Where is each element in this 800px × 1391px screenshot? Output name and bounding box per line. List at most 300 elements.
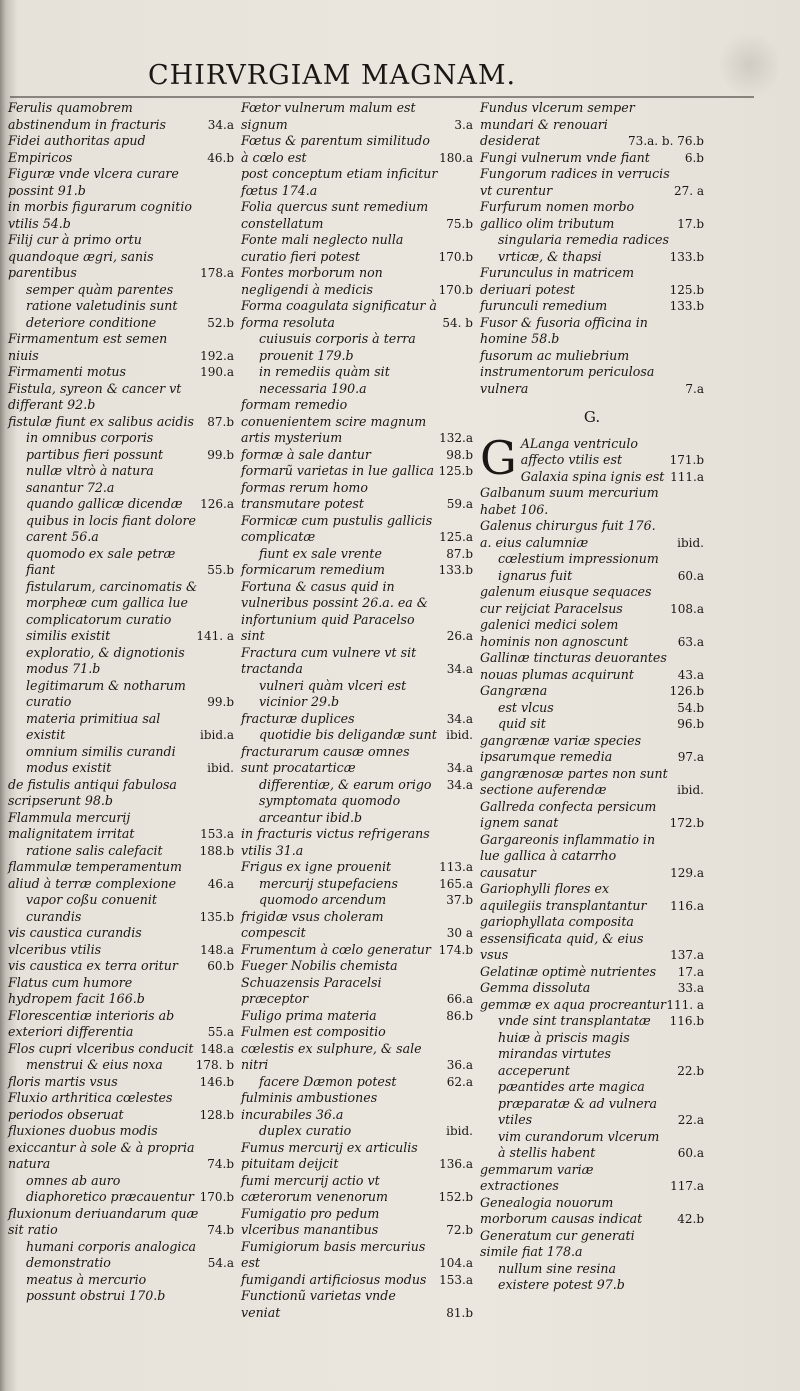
index-entry-text: furunculi remedium	[480, 298, 608, 313]
page-reference: 37.b	[446, 893, 473, 907]
page-reference: 17.b	[677, 216, 704, 231]
index-entry	[241, 397, 473, 447]
index-entry	[241, 892, 473, 909]
index-entry-text: vis caustica ex terra oritur	[8, 958, 178, 973]
index-entry	[8, 1057, 234, 1074]
page-reference: 73.a. b. 76.b	[628, 134, 704, 148]
page-reference: 146.b	[199, 1074, 234, 1089]
page-reference: 128.b	[199, 1107, 234, 1122]
index-entry-text: fracturæ duplices	[241, 710, 355, 726]
index-entry	[480, 1030, 704, 1080]
index-entry-rest: ALanga ventriculo affecto vtilis est	[520, 435, 638, 467]
index-entry	[480, 914, 704, 964]
index-entry	[241, 859, 473, 876]
index-entry	[480, 315, 704, 348]
index-entry	[8, 463, 234, 496]
page-reference: 34.a	[446, 711, 473, 726]
page-reference: 66.a	[446, 992, 473, 1006]
index-entry-text: humani corporis analogica demonstratio	[26, 1238, 197, 1270]
index-entry-text: formam remedio conuenientem scire magnum artis mysterium	[241, 397, 427, 445]
index-entry	[480, 469, 704, 486]
index-entry	[8, 381, 234, 414]
index-entry-text: duplex curatio	[259, 1123, 352, 1138]
index-entry	[241, 1206, 473, 1239]
index-entry-text: gangrænosæ partes non sunt sectione auferendæ	[480, 765, 668, 797]
index-entry-text: quid sit	[498, 716, 546, 731]
index-entry-text: gemmæ ex aqua procreantur	[480, 996, 666, 1012]
page-reference: 190.a	[200, 365, 234, 379]
index-entry-text: ratione salis calefacit	[26, 842, 163, 858]
index-entry-text: pæantides arte magica præparatæ & ad vulnera vtiles	[498, 1079, 658, 1127]
index-entry-text: Fœtor vulnerum malum est signum	[241, 100, 416, 132]
page-reference: 87.b	[446, 546, 473, 561]
index-entry-text: formicarum remedium	[241, 562, 385, 577]
index-entry-text: fluxiones duobus modis exiccantur à sole & à propria natura	[8, 1123, 195, 1171]
drop-capital: G	[480, 430, 517, 485]
index-entry	[241, 958, 473, 1008]
index-entry-text: Fractura cum vulnere vt sit tractanda	[241, 644, 417, 676]
page-reference: 54.b	[677, 700, 704, 715]
index-entry-text: Fueger Nobilis chemista Schuazensis Paracelsi præceptor	[241, 958, 398, 1006]
index-entry-text: Functionũ varietas vnde veniat	[241, 1288, 396, 1320]
index-entry-text: gariophyllata composita essensificata quid, & eius vsus	[480, 914, 644, 962]
page-reference: 171.b	[669, 453, 704, 467]
index-entry	[480, 199, 704, 232]
page-reference: 36.a	[446, 1058, 473, 1072]
page-reference: 81.b	[446, 1305, 473, 1320]
index-entry	[480, 617, 704, 650]
index-entry	[241, 546, 473, 563]
index-entry	[480, 100, 704, 150]
index-entry-text: Frumentum à cœlo generatur	[241, 941, 431, 957]
page-reference: 22.b	[677, 1063, 704, 1078]
index-entry	[480, 265, 704, 298]
page-reference: 104.a	[439, 1256, 473, 1270]
index-entry-text: fiunt ex sale vrente	[259, 545, 382, 561]
index-entry-text: Figuræ vnde vlcera curare possint 91.b	[8, 166, 179, 198]
index-entry-text: formarũ varietas in lue gallica	[241, 463, 434, 478]
page-reference: 129.a	[670, 865, 704, 880]
index-column-3-top	[480, 100, 704, 397]
index-entry-text: est vlcus	[498, 699, 554, 715]
page-reference: 117.a	[670, 1179, 704, 1193]
index-entry-text: Gallinæ tincturas deuorantes nouas plumas acquirunt	[480, 650, 667, 682]
index-entry	[480, 650, 704, 683]
index-entry-text: Fluxio arthritica cœlestes periodos obseruat	[8, 1090, 173, 1122]
page-reference: 135.b	[199, 909, 234, 924]
page-reference: 125.b	[669, 282, 704, 297]
page-reference: 26.a	[446, 629, 473, 643]
page-reference: 172.b	[669, 816, 704, 830]
page-reference: 17.a	[677, 964, 704, 979]
index-entry-text: Frigus ex igne prouenit	[241, 859, 392, 874]
index-entry	[241, 1008, 473, 1025]
page-reference: 99.b	[207, 695, 234, 709]
index-entry-text: formæ à sale dantur	[241, 446, 371, 462]
page-reference: 174.b	[438, 942, 473, 957]
page-reference: 6.b	[684, 150, 704, 165]
index-entry-text: Gemma dissoluta	[480, 980, 591, 995]
index-entry	[241, 364, 473, 397]
page-reference: 148.a	[200, 1041, 234, 1056]
index-entry	[480, 1013, 704, 1030]
index-entry-text: quomodo ex sale petræ fiant	[26, 545, 176, 577]
page-reference: 97.a	[677, 750, 704, 764]
index-entry	[8, 645, 234, 678]
index-entry-text: Fumigiorum basis mercurius est	[241, 1238, 426, 1270]
index-entry	[241, 1024, 473, 1074]
index-entry	[8, 1206, 234, 1239]
page-reference: 125.a	[439, 530, 473, 544]
page-reference: 108.a	[670, 601, 704, 616]
index-entry	[480, 232, 704, 265]
index-entry-text: exploratio, & dignotionis modus 71.b	[26, 644, 185, 676]
index-entry-text: fluxionum deriuandarum quæ sit ratio	[8, 1205, 199, 1237]
index-entry-text: de fistulis antiqui fabulosa scripserunt 98.b	[8, 776, 177, 808]
index-entry	[480, 799, 704, 832]
index-entry	[480, 348, 704, 398]
index-entry	[241, 100, 473, 133]
index-entry-text: fistulæ fiunt ex salibus acidis	[8, 413, 194, 429]
index-entry	[8, 232, 234, 282]
index-entry-text: Fumigatio pro pedum vlceribus manantibus	[241, 1205, 380, 1237]
index-entry	[480, 980, 704, 997]
page-reference: ibid.	[677, 783, 704, 797]
index-entry	[8, 975, 234, 1008]
page-reference: 60.b	[207, 959, 234, 973]
page-reference: ibid.	[207, 761, 234, 775]
index-entry-text: Genealogia nouorum morborum causas indicat	[480, 1194, 643, 1226]
index-entry-text: semper quàm parentes ratione valetudinis sunt deteriore conditione	[26, 281, 178, 330]
index-entry-text: in remediis quàm sit necessaria 190.a	[259, 364, 390, 396]
page-reference: 113.a	[439, 860, 473, 874]
index-entry-text: Fœtus & parentum similitudo à cœlo est	[241, 133, 430, 165]
index-entry	[241, 909, 473, 942]
index-entry	[241, 199, 473, 232]
index-entry-text: vapor coßu conuenit curandis	[26, 892, 157, 924]
index-entry-text: Firmamentum est semen niuis	[8, 331, 168, 363]
index-entry	[8, 166, 234, 199]
index-entry-text: differentiæ, & earum origo	[259, 776, 432, 792]
page-header: CHIRVRGIAM MAGNAM.	[148, 60, 517, 91]
page-reference: 27. a	[673, 183, 704, 198]
index-entry-text: vulneri quàm vlceri est vicinior 29.b	[259, 677, 407, 709]
index-entry-text: post conceptum etiam inficitur fœtus 174.a	[241, 166, 438, 198]
index-entry-text: Firmamenti motus	[8, 364, 126, 379]
page-reference: 62.a	[446, 1074, 473, 1089]
paper-stain	[720, 30, 780, 100]
page-reference: 132.a	[439, 431, 473, 445]
index-entry	[480, 1195, 704, 1228]
index-entry	[8, 1272, 234, 1305]
index-entry	[241, 793, 473, 826]
page-reference: 59.a	[446, 497, 473, 511]
index-entry-text: cuiusuis corporis à terra prouenit 179.b	[259, 331, 416, 363]
index-entry	[480, 1162, 704, 1195]
index-entry	[8, 282, 234, 332]
page-reference: 60.a	[677, 1146, 704, 1160]
index-entry	[241, 1239, 473, 1272]
page-reference: 125.b	[438, 464, 473, 478]
page-reference: 126.b	[669, 684, 704, 698]
index-entry	[241, 579, 473, 645]
section-letter-g: G.	[583, 408, 601, 426]
index-entry-text: Folia quercus sunt remedium constellatum	[241, 199, 429, 231]
index-entry	[241, 1272, 473, 1289]
index-entry	[480, 1129, 704, 1162]
index-entry	[241, 133, 473, 166]
index-entry-text: Filij cur à primo ortu quandoque ægri, sanis parentibus	[8, 232, 154, 280]
index-entry-text: quando gallicæ dicendæ	[26, 496, 183, 511]
index-entry-text: Fuligo prima materia	[241, 1007, 377, 1023]
index-entry	[480, 518, 704, 551]
index-entry-text: fistularum, carcinomatis & morpheæ cum gallica lue complicatorum curatio similis existit	[26, 578, 198, 643]
index-entry	[480, 166, 704, 199]
index-entry-text: vim curandorum vlcerum à stellis habent	[498, 1128, 660, 1160]
index-entry	[8, 843, 234, 860]
page-reference: 170.b	[438, 249, 473, 264]
index-entry-text: huiæ à priscis magis mirandas virtutes acceperunt	[498, 1029, 630, 1078]
page-reference: 153.a	[439, 1272, 473, 1287]
index-entry	[241, 876, 473, 893]
index-entry	[241, 744, 473, 777]
index-entry	[8, 744, 234, 777]
page-reference: ibid.	[446, 1124, 473, 1138]
page-reference: 111. a	[666, 997, 704, 1012]
index-entry-text: Fonte mali neglecto nulla curatio fieri potest	[241, 232, 404, 264]
index-entry	[241, 678, 473, 711]
page-reference: 137.a	[670, 948, 704, 962]
index-entry	[480, 766, 704, 799]
page-reference: 34.a	[207, 117, 234, 132]
page-reference: 178.a	[200, 266, 234, 280]
index-entry-text: Flos cupri vlceribus conducit	[8, 1040, 194, 1056]
page-reference: 75.b	[446, 216, 473, 231]
index-entry	[480, 997, 704, 1014]
index-entry	[241, 1090, 473, 1123]
index-entry	[241, 1288, 473, 1321]
index-entry	[480, 964, 704, 981]
page-reference: 126.a	[200, 497, 234, 511]
index-entry-text: Fulmen est compositio cœlestis ex sulphure, & sale nitri	[241, 1024, 422, 1072]
index-entry	[241, 480, 473, 513]
page-reference: 96.b	[677, 717, 704, 731]
index-entry	[480, 150, 704, 167]
index-entry-text: Fortuna & casus quid in vulneribus possint 26.a. ea & infortunium quid Paracelso sint	[241, 578, 428, 643]
index-entry-text: Forma coagulata significatur à forma resoluta	[241, 298, 437, 330]
index-entry-text: fumigandi artificiosus modus	[241, 1271, 427, 1287]
index-entry-text: Florescentiæ interioris ab exteriori differentia	[8, 1007, 175, 1039]
page-reference: 42.b	[677, 1212, 704, 1226]
index-entry-text: Fusor & fusoria officina in homine 58.b	[480, 314, 648, 346]
page-reference: ibid.a	[199, 728, 234, 742]
index-entry-text: formas rerum homo transmutare potest	[241, 479, 368, 511]
index-entry-text: fulminis ambustiones incurabiles 36.a	[241, 1090, 378, 1122]
index-entry	[8, 199, 234, 232]
index-entry-text: symptomata quomodo arceantur ibid.b	[259, 793, 401, 825]
index-entry	[480, 584, 704, 617]
index-entry-text: Fungorum radices in verrucis vt curentur	[480, 166, 670, 198]
page-reference: 34.a	[446, 761, 473, 775]
index-entry	[8, 711, 234, 744]
index-entry	[8, 331, 234, 364]
page-reference: 152.b	[438, 1190, 473, 1204]
index-entry-text: Flatus cum humore hydropem facit 166.b	[8, 974, 145, 1006]
page-reference: 22.a	[677, 1113, 704, 1127]
page-reference: 133.b	[669, 249, 704, 264]
index-entry-text: legitimarum & notharum curatio	[26, 677, 186, 709]
index-entry-text: cœlestium impressionum ignarus fuit	[498, 551, 659, 583]
index-entry-text: galenum eiusque sequaces cur reijciat Paracelsus	[480, 584, 652, 616]
page-reference: 7.a	[685, 381, 704, 396]
index-entry-text: Gargareonis inflammatio in lue gallica à catarrho causatur	[480, 831, 656, 880]
index-entry	[8, 810, 234, 843]
index-entry	[8, 364, 234, 381]
page-reference: 148.a	[200, 942, 234, 957]
page-reference: 63.a	[677, 634, 704, 649]
page-reference: 55.b	[207, 563, 234, 577]
index-entry	[8, 496, 234, 513]
page-reference: 46.b	[207, 150, 234, 165]
index-entry-text: in morbis figurarum cognitio vtilis 54.b	[8, 199, 192, 231]
index-entry	[8, 777, 234, 810]
index-entry-text: Gallreda confecta persicum ignem sanat	[480, 798, 657, 830]
index-entry-text: fracturarum causæ omnes sunt procatarticæ	[241, 743, 410, 775]
index-entry-text: Ferulis quamobrem abstinendum in fracturis	[8, 100, 166, 132]
index-entry-text: floris martis vsus	[8, 1073, 118, 1089]
index-entry	[8, 513, 234, 546]
page-reference: 180.a	[439, 150, 473, 165]
index-entry	[480, 881, 704, 914]
page-reference: 46.a	[207, 876, 234, 891]
page-reference: 170.b	[199, 1190, 234, 1204]
index-entry	[241, 777, 473, 794]
index-entry-text: Generatum cur generati simile fiat 178.a	[480, 1227, 635, 1259]
page-reference: 87.b	[207, 414, 234, 429]
index-entry-text: facere Dæmon potest	[259, 1073, 397, 1089]
index-entry-text: gangrænæ variæ species ipsarumque remedia	[480, 732, 642, 764]
index-entry	[241, 1140, 473, 1173]
page-reference: 33.a	[677, 981, 704, 995]
page-reference: 55.a	[207, 1025, 234, 1039]
index-entry	[8, 1173, 234, 1206]
index-entry	[241, 265, 473, 298]
index-entry	[480, 700, 704, 717]
index-entry-text: vnde sint transplantatæ	[498, 1013, 651, 1028]
index-entry-text: materia primitiua sal existit	[26, 710, 161, 742]
page-reference: 153.a	[200, 827, 234, 841]
index-entry	[480, 1261, 704, 1294]
index-entry-text: flammulæ temperamentum aliud à terræ complexione	[8, 859, 182, 891]
index-entry	[8, 1041, 234, 1058]
index-entry-text: Fundus vlcerum semper mundari & renouari desiderat	[480, 100, 635, 148]
index-entry	[8, 430, 234, 463]
index-entry-text: in fracturis victus refrigerans vtilis 31.a	[241, 826, 430, 858]
index-entry	[241, 727, 473, 744]
index-entry-text: Gelatinæ optimè nutrientes	[480, 963, 657, 979]
index-entry	[241, 826, 473, 859]
index-entry-text: Fumus mercurij ex articulis pituitam deijcit	[241, 1139, 418, 1171]
index-entry	[8, 1123, 234, 1173]
index-entry-text: meatus à mercurio possunt obstrui 170.b	[26, 1271, 166, 1303]
page-reference: 60.a	[677, 568, 704, 583]
index-entry-text: Galbanum suum mercurium habet 106.	[480, 485, 659, 517]
index-entry	[241, 711, 473, 728]
index-column-2	[241, 100, 473, 1321]
page-reference: 133.b	[438, 563, 473, 577]
index-entry	[8, 1090, 234, 1123]
index-entry-text: Gangræna	[480, 683, 548, 698]
page-reference: 54.a	[207, 1256, 234, 1270]
index-entry-text: vis caustica curandis vlceribus vtilis	[8, 925, 142, 957]
page-reference: ibid.	[677, 535, 704, 550]
index-entry	[241, 447, 473, 464]
page-reference: 116.a	[670, 898, 704, 913]
page-reference: 133.b	[669, 299, 704, 313]
index-entry	[8, 892, 234, 925]
index-entry	[241, 645, 473, 678]
index-entry	[241, 331, 473, 364]
index-entry	[480, 485, 704, 518]
index-entry	[8, 133, 234, 166]
page-reference: 136.a	[439, 1157, 473, 1171]
index-entry	[241, 942, 473, 959]
index-entry-text: nullæ vltrò à natura sanantur 72.a	[26, 463, 154, 495]
index-entry	[241, 166, 473, 199]
page-reference: 34.a	[446, 662, 473, 676]
index-entry-text: Furunculus in matricem deriuari potest	[480, 265, 635, 297]
index-entry	[241, 232, 473, 265]
index-entry	[480, 832, 704, 882]
index-entry	[241, 1074, 473, 1091]
index-entry	[8, 546, 234, 579]
page-reference: ibid.	[446, 728, 473, 742]
index-entry	[8, 1008, 234, 1041]
index-column-1	[8, 100, 234, 1305]
index-entry	[480, 1079, 704, 1129]
index-entry-text: Fidei authoritas apud Empiricos	[8, 133, 146, 165]
index-entry	[8, 859, 234, 892]
index-entry	[241, 513, 473, 546]
page-reference: 170.b	[438, 282, 473, 297]
index-entry	[8, 925, 234, 958]
index-entry-text: Gariophylli flores ex aquilegiis transplantantur	[480, 881, 647, 913]
index-entry	[480, 551, 704, 584]
index-entry-text: quibus in locis fiant dolore carent 56.a	[26, 512, 196, 544]
page-reference: 72.b	[446, 1223, 473, 1237]
index-entry	[241, 562, 473, 579]
page-reference: 34.a	[446, 777, 473, 792]
index-entry	[8, 1239, 234, 1272]
index-entry-text: gemmarum variæ extractiones	[480, 1161, 594, 1193]
index-entry-text: Formicæ cum pustulis gallicis complicatæ	[241, 512, 433, 544]
index-entry	[241, 298, 473, 331]
index-entry	[8, 579, 234, 645]
index-entry-text: singularia remedia radices vrticæ, & thapsi	[498, 232, 669, 264]
page-reference: 192.a	[200, 348, 234, 363]
index-entry	[480, 733, 704, 766]
index-column-3	[480, 100, 704, 1294]
index-entry-text: frigidæ vsus choleram compescit	[241, 908, 384, 940]
index-entry-text: quotidie bis deligandæ sunt	[259, 727, 437, 742]
page-reference: 116.b	[669, 1014, 704, 1028]
index-entry-text: Galenus chirurgus fuit 176. a. eius calumniæ	[480, 518, 656, 550]
index-entry-text: fusorum ac muliebrium instrumentorum periculosa vulnera	[480, 347, 655, 396]
index-entry	[8, 100, 234, 133]
index-entry-text: Fungi vulnerum vnde fiant	[480, 149, 650, 165]
index-entry-text: Flammula mercurij malignitatem irritat	[8, 809, 135, 841]
index-entry-text: nullum sine resina existere potest 97.b	[498, 1260, 625, 1292]
